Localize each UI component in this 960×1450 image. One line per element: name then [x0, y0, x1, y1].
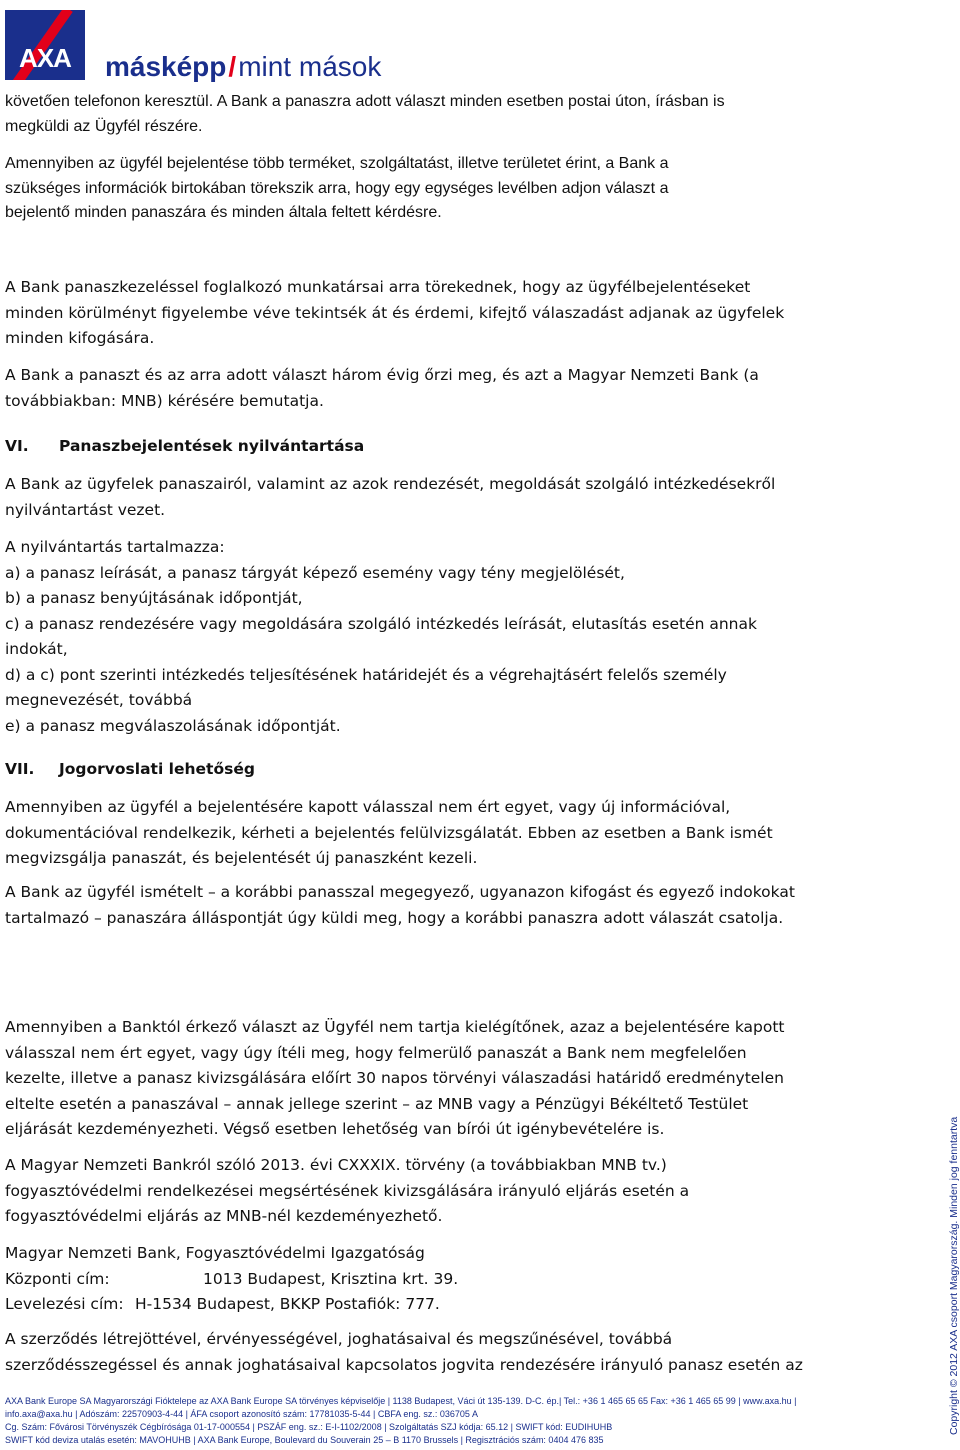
- list-item: indokát,: [5, 640, 68, 658]
- paragraph-6: [5, 535, 857, 739]
- address-block: [5, 1241, 857, 1318]
- footer-line: AXA Bank Europe SA Magyarországi Fióktelepe az AXA Bank Europe SA törvényes képviselője | 1138 Budapest, Váci út 135-139. D-C. ép.| Tel.: +36 1 465 65 65 Fax: +36 1 465 65 99 | www.axa.hu |: [5, 1396, 797, 1406]
- paragraph-4: [5, 363, 857, 414]
- footer-line: Cg. Szám: Fővárosi Törvényszék Cégbírósága 01-17-000554 | PSZÁF eng. sz.: E-I-1102/2008 | Szolgáltatás SZJ kódja: 65.12 | SWIFT kód: EUDIHUHB: [5, 1422, 613, 1432]
- text-line: Amennyiben a Banktól érkező választ az Ügyfél nem tartja kielégítőnek, azaz a bejelentésére kapott: [5, 1018, 785, 1036]
- footer-line: SWIFT kód deviza utalás esetén: MAVOHUHB | AXA Bank Europe, Boulevard du Souverain 25 – B 1170 Brussels | Regisztrációs szám: 0404 476 835: [5, 1435, 604, 1445]
- text-line: eljárását kezdeményezheti. Végső esetben lehetőség van bírói út igénybevételére is.: [5, 1120, 665, 1138]
- section-number: VI.: [5, 437, 29, 455]
- paragraph-10: [5, 1153, 857, 1230]
- text-line: kezelte, illetve a panasz kivizsgálására előírt 30 napos törvényi válaszadási határidő eredménytelen: [5, 1069, 784, 1087]
- list-item: b) a panasz benyújtásának időpontját,: [5, 589, 303, 607]
- slogan-part1: másképp: [105, 51, 227, 82]
- address-org: Magyar Nemzeti Bank, Fogyasztóvédelmi Igazgatóság: [5, 1244, 425, 1262]
- text-line: nyilvántartást vezet.: [5, 500, 166, 519]
- address-mail-value: H-1534 Budapest, BKKP Postafiók: 777.: [135, 1295, 440, 1313]
- text-line: fogyasztóvédelmi rendelkezései megsértésének kivizsgálására irányuló eljárás esetén a: [5, 1181, 690, 1200]
- list-item: a) a panasz leírását, a panasz tárgyát képező esemény vagy tény megjelölését,: [5, 563, 625, 582]
- text-line: megvizsgálja panaszát, és bejelentését új panaszként kezeli.: [5, 849, 478, 867]
- paragraph-8: [5, 880, 857, 931]
- section-title: Jogorvoslati lehetőség: [59, 760, 255, 778]
- address-hq-value: 1013 Budapest, Krisztina krt. 39.: [203, 1269, 459, 1288]
- footer-line: info.axa@axa.hu | Adószám: 22570903-4-44 | ÁFA csoport azonosító szám: 17781035-5-44 | CBFA eng. sz.: 036705 A: [5, 1409, 478, 1419]
- paragraph-5: [5, 472, 857, 523]
- slogan-slash: /: [228, 51, 237, 82]
- list-item: megnevezését, továbbá: [5, 691, 193, 709]
- list-item: A nyilvántartás tartalmazza:: [5, 538, 225, 556]
- text-line: Amennyiben az ügyfél bejelentése több terméket, szolgáltatást, illetve területet érint, a Bank a: [5, 155, 669, 172]
- logo-text: AXA: [19, 43, 71, 73]
- axa-logo: [5, 10, 85, 80]
- address-mail: [5, 1292, 857, 1318]
- text-line: A Bank panaszkezeléssel foglalkozó munkatársai arra törekednek, hogy az ügyfélbejelentéseket: [5, 278, 751, 296]
- text-line: válasszal nem ért egyet, vagy úgy ítéli meg, hogy felmerülő panaszát a Bank nem megfelelően: [5, 1043, 747, 1062]
- paragraph-3: [5, 275, 857, 352]
- address-hq: [5, 1267, 857, 1293]
- slogan: [105, 52, 381, 82]
- page-header: [5, 10, 525, 82]
- section-heading-vii: [5, 760, 255, 778]
- text-line: bejelentő minden panaszára és minden általa feltett kérdésre.: [5, 204, 442, 221]
- text-line: A szerződés létrejöttével, érvényességével, joghatásaival és megszűnésével, továbbá: [5, 1330, 673, 1348]
- list-item: d) a c) pont szerinti intézkedés teljesítésének határidejét és a végrehajtásért felelős személy: [5, 665, 727, 684]
- section-number: VII.: [5, 760, 35, 778]
- text-line: megküldi az Ügyfél részére.: [5, 117, 203, 135]
- text-line: Amennyiben az ügyfél a bejelentésére kapott válasszal nem ért egyet, vagy új információval,: [5, 798, 731, 816]
- text-line: A Bank a panaszt és az arra adott választ három évig őrzi meg, és azt a Magyar Nemzeti Bank (a: [5, 366, 759, 384]
- text-line: tartalmazó – panaszára álláspontját úgy küldi meg, hogy a korábbi panaszra adott válaszát csatolja.: [5, 908, 784, 927]
- page-footer: [5, 1395, 905, 1447]
- paragraph-9: [5, 1015, 857, 1143]
- text-line: szerződésszegéssel és annak joghatásaival kapcsolatos jogvita rendezésére irányuló panasz esetén az: [5, 1355, 803, 1374]
- text-line: minden kifogására.: [5, 329, 155, 347]
- text-line: eltelte esetén a panaszával – annak jellege szerint – az MNB vagy a Pénzügyi Békéltető Testület: [5, 1094, 749, 1113]
- text-line: A Bank az ügyfél ismételt – a korábbi panasszal megegyező, ugyanazon kifogást és egyező indokokat: [5, 883, 795, 901]
- text-line: minden körülményt figyelembe véve tekintsék át és érdemi, kifejtő válaszadást adjanak az ügyfelek: [5, 303, 785, 322]
- paragraph-7: [5, 795, 857, 872]
- paragraph-2: [5, 152, 857, 226]
- list-item: c) a panasz rendezésére vagy megoldására szolgáló intézkedés leírását, elutasítás esetén annak: [5, 614, 757, 633]
- address-mail-label: Levelezési cím:: [5, 1295, 124, 1313]
- text-line: A Magyar Nemzeti Bankról szóló 2013. évi CXXXIX. törvény (a továbbiakban MNB tv.): [5, 1156, 667, 1174]
- address-hq-label: Központi cím:: [5, 1269, 110, 1288]
- text-line: szükséges információk birtokában törekszik arra, hogy egy egységes levélben adjon választ a: [5, 179, 669, 197]
- copyright-side-text: Copyright © 2012 AXA csoport Magyarország. Minden jog fenntartva: [948, 1116, 960, 1435]
- slogan-part2: mint mások: [238, 51, 382, 82]
- text-line: A Bank az ügyfelek panaszairól, valamint az azok rendezését, megoldását szolgáló intézkedésekről: [5, 475, 776, 493]
- section-heading-vi: [5, 437, 364, 455]
- paragraph-1: [5, 90, 857, 139]
- section-title: Panaszbejelentések nyilvántartása: [59, 437, 365, 455]
- text-line: dokumentációval rendelkezik, kérheti a bejelentés felülvizsgálatát. Ebben az esetben a Bank ismét: [5, 823, 773, 842]
- text-line: fogyasztóvédelmi eljárás az MNB-nél kezdeményezhető.: [5, 1207, 443, 1225]
- text-line: követően telefonon keresztül. A Bank a panaszra adott választ minden esetben postai úton, írásban is: [5, 93, 725, 110]
- paragraph-11: [5, 1327, 857, 1378]
- text-line: továbbiakban: MNB) kérésére bemutatja.: [5, 391, 324, 410]
- list-item: e) a panasz megválaszolásának időpontját.: [5, 716, 341, 735]
